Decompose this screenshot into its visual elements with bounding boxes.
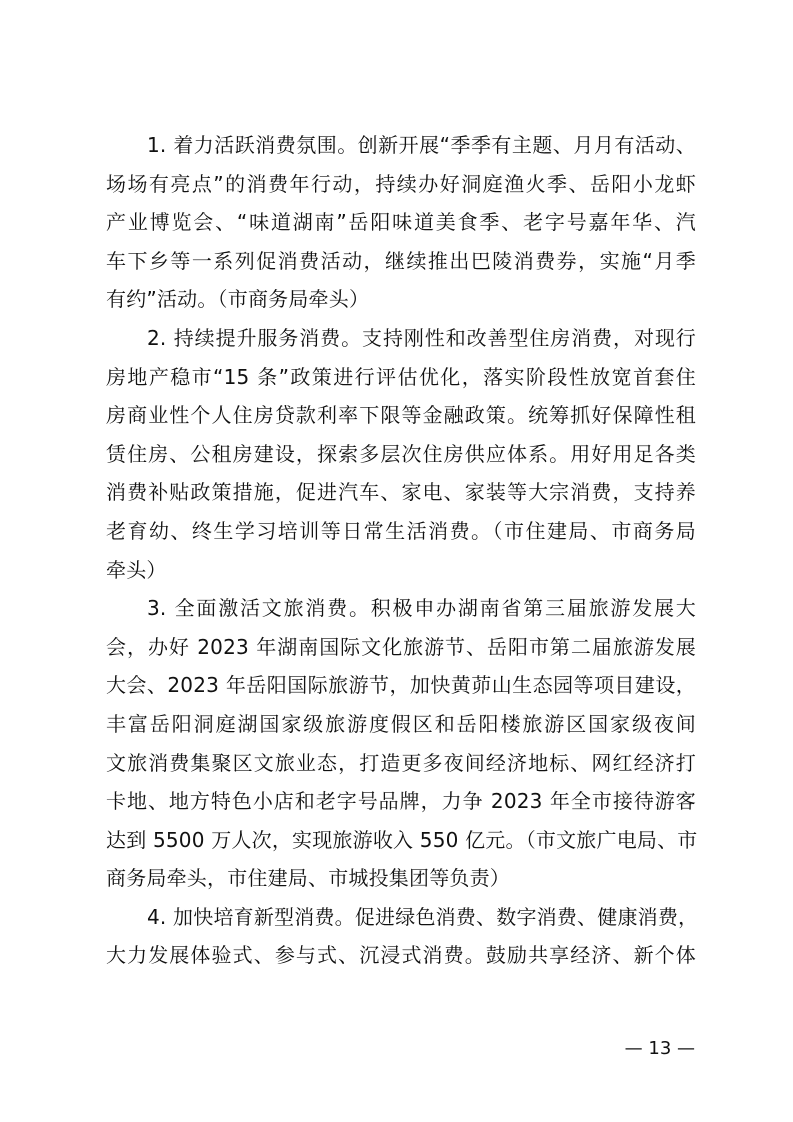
text-line: 牵头） bbox=[106, 557, 167, 582]
text-line: 车下乡等一系列促消费活动，继续推出巴陵消费券，实施“月季 bbox=[106, 248, 696, 273]
text-line: 消费补贴政策措施，促进汽车、家电、家装等大宗消费，支持养 bbox=[106, 480, 696, 505]
page-number: — 13 — bbox=[624, 1038, 695, 1059]
text-line: 达到 5500 万人次，实现旅游收入 550 亿元。（市文旅广电局、市 bbox=[106, 827, 698, 852]
text-line: 房地产稳市“15 条”政策进行评估优化，落实阶段性放宽首套住 bbox=[106, 364, 696, 389]
text-line: 产业博览会、“味道湖南”岳阳味道美食季、老字号嘉年华、汽 bbox=[106, 210, 696, 235]
text-line: 大会、2023 年岳阳国际旅游节，加快黄茆山生态园等项目建设， bbox=[106, 673, 696, 698]
text-line: 3. 全面激活文旅消费。积极申办湖南省第三届旅游发展大 bbox=[147, 596, 696, 621]
text-line: 文旅消费集聚区文旅业态，打造更多夜间经济地标、网红经济打 bbox=[106, 750, 696, 775]
text-line: 卡地、地方特色小店和老字号品牌，力争 2023 年全市接待游客 bbox=[106, 789, 696, 814]
paragraph-2 bbox=[106, 319, 696, 589]
text-line: 2. 持续提升服务消费。支持刚性和改善型住房消费，对现行 bbox=[147, 325, 696, 350]
text-line: 商务局牵头，市住建局、市城投集团等负责） bbox=[106, 866, 510, 891]
text-line: 会，办好 2023 年湖南国际文化旅游节、岳阳市第二届旅游发展 bbox=[106, 634, 696, 659]
text-line: 1. 着力活跃消费氛围。创新开展“季季有主题、月月有活动、 bbox=[147, 133, 696, 157]
text-line: 赁住房、公租房建设，探索多层次住房供应体系。用好用足各类 bbox=[106, 441, 696, 466]
text-line: 有约”活动。（市商务局牵头） bbox=[106, 287, 370, 312]
paragraph-4 bbox=[106, 898, 699, 975]
text-line: 4. 加快培育新型消费。促进绿色消费、数字消费、健康消费， bbox=[147, 904, 699, 929]
text-line: 丰富岳阳洞庭湖国家级旅游度假区和岳阳楼旅游区国家级夜间 bbox=[106, 711, 696, 736]
document-body bbox=[106, 126, 699, 975]
text-line: 房商业性个人住房贷款利率下限等金融政策。统筹抓好保障性租 bbox=[106, 403, 696, 428]
paragraph-1 bbox=[106, 126, 696, 319]
text-line: 大力发展体验式、参与式、沉浸式消费。鼓励共享经济、新个体 bbox=[106, 943, 696, 968]
text-line: 老育幼、终生学习培训等日常生活消费。（市住建局、市商务局 bbox=[106, 518, 696, 543]
text-line: 场场有亮点”的消费年行动，持续办好洞庭渔火季、岳阳小龙虾 bbox=[106, 171, 696, 196]
paragraph-3 bbox=[106, 589, 696, 898]
